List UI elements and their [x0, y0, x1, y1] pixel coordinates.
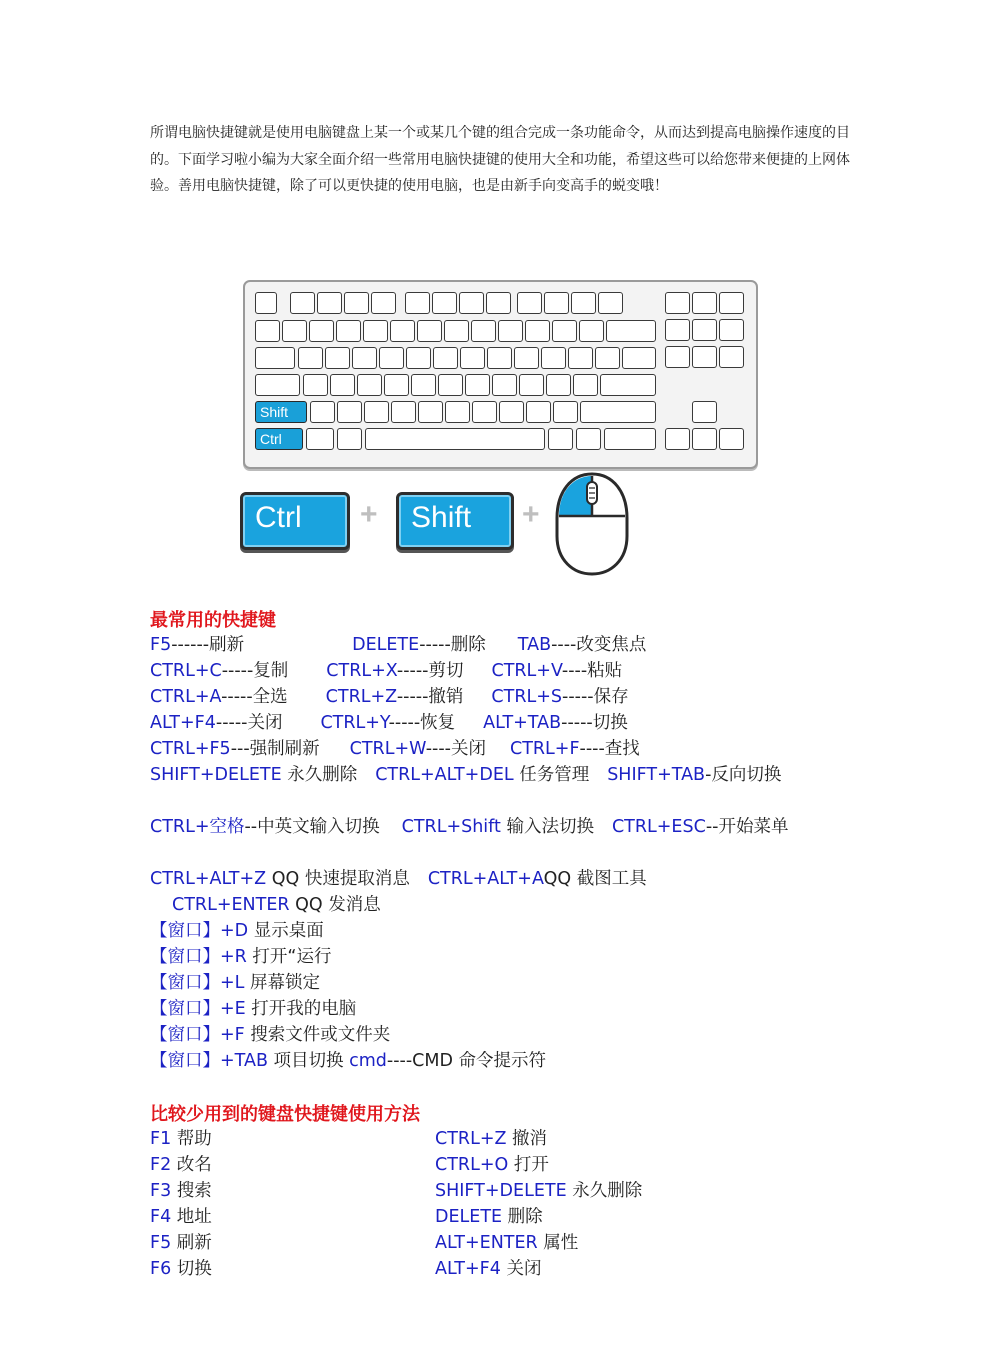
shortcut-key: CTRL+C [150, 661, 222, 681]
keyboard-key [391, 401, 416, 423]
shortcut-key: SHIFT+TAB [607, 765, 706, 785]
shortcut-key: ALT+ENTER [435, 1233, 538, 1253]
keyboard-key [459, 292, 484, 314]
keyboard-key [606, 320, 656, 342]
keyboard-key [514, 347, 539, 369]
shortcut-desc: 搜索文件或文件夹 [244, 1025, 391, 1045]
shortcut-key: ALT+F4 [435, 1259, 501, 1279]
keyboard-key [364, 401, 389, 423]
keyboard-key [432, 292, 457, 314]
shortcut-desc: -----撤销 [396, 687, 464, 707]
shortcut-desc: 属性 [537, 1233, 579, 1253]
keyboard-key [719, 292, 744, 314]
window-shortcut-line [150, 996, 840, 1022]
keyboard-key [290, 292, 315, 314]
keyboard-key [465, 374, 490, 396]
keyboard-key [363, 320, 388, 342]
shortcut-key: CTRL+A [150, 687, 222, 707]
shortcut-key: SHIFT+DELETE [150, 765, 282, 785]
shortcut-desc: 撤消 [506, 1129, 548, 1149]
keyboard-key [665, 292, 690, 314]
keyboard-key [384, 374, 409, 396]
shortcut-desc: -----全选 [221, 687, 288, 707]
keyboard-key [310, 401, 335, 423]
keyboard-key [460, 347, 485, 369]
shortcut-desc: 搜索 [171, 1181, 212, 1201]
keyboard-key [665, 346, 690, 368]
keyboard-key [692, 346, 717, 368]
shortcut-desc: ----改变焦点 [551, 635, 647, 655]
shortcut-line [150, 658, 840, 684]
keyboard-key [692, 292, 717, 314]
shortcut-key: CTRL+V [491, 661, 562, 681]
keyboard-key [472, 401, 497, 423]
keyboard-key [492, 374, 517, 396]
keyboard-key [406, 347, 431, 369]
keyboard-key [573, 374, 598, 396]
keyboard-key [719, 346, 744, 368]
keyboard-key [600, 374, 656, 396]
window-shortcut-line [150, 944, 840, 970]
shortcut-key: CTRL+F [509, 739, 580, 759]
keyboard-key [325, 347, 350, 369]
space-bar [365, 428, 545, 450]
left-shortcut-row [150, 1204, 212, 1230]
shift-key: Shift [255, 401, 307, 423]
shortcut-desc: 打开“运行 [246, 947, 332, 967]
keyboard-key [499, 401, 524, 423]
keyboard-key [418, 401, 443, 423]
shortcut-key: DELETE [352, 635, 420, 655]
ctrl-key-graphic: Ctrl [240, 492, 350, 550]
left-shortcut-row [150, 1256, 212, 1282]
shortcut-key: TAB [517, 635, 552, 655]
shortcut-desc: -----恢复 [388, 713, 456, 733]
keyboard-illustration [243, 280, 758, 469]
shortcut-desc: 地址 [171, 1207, 212, 1227]
window-shortcut-line [150, 918, 840, 944]
shortcut-desc: ----CMD 命令提示符 [386, 1051, 547, 1071]
shortcut-key: SHIFT+DELETE [435, 1181, 567, 1201]
shortcut-line [150, 684, 840, 710]
plus-sign-2: + [522, 498, 540, 531]
shortcut-desc: 显示桌面 [248, 921, 324, 941]
keyboard-key [571, 292, 596, 314]
shortcut-desc: ----关闭 [425, 739, 486, 759]
shortcut-line [150, 814, 840, 840]
section-heading-common: 最常用的快捷键 [150, 610, 276, 631]
shortcut-desc: --开始菜单 [705, 817, 789, 837]
intro-paragraph: 所谓电脑快捷键就是使用电脑键盘上某一个或某几个键的组合完成一条功能命令，从而达到提高电脑操作速度的目的。下面学习啦小编为大家全面介绍一些常用电脑快捷键的使用大全和功能，希望这些可以给您带来便捷的上网体验。善用电脑快捷键，除了可以更快捷的使用电脑，也是由新手向变高手的蜕变哦！ [150, 125, 850, 194]
keyboard-key [568, 347, 593, 369]
shortcut-key: CTRL+ALT+A [427, 869, 544, 889]
shift-key-graphic: Shift [396, 492, 514, 550]
left-shortcut-row [150, 1126, 212, 1152]
shortcut-key: CTRL+O [435, 1155, 509, 1175]
shortcut-key: F5 [150, 1233, 172, 1253]
shortcut-key: ALT+TAB [483, 713, 562, 733]
keyboard-key [576, 428, 601, 450]
plus-sign: + [360, 498, 378, 531]
keyboard-key [282, 320, 307, 342]
shortcut-desc: 永久删除 [566, 1181, 643, 1201]
keyboard-key [517, 292, 542, 314]
keyboard-key [317, 292, 342, 314]
shortcut-desc: -----删除 [419, 635, 486, 655]
keyboard-key [405, 292, 430, 314]
keyboard-key [665, 428, 690, 450]
keyboard-key [390, 320, 415, 342]
shortcut-desc: -反向切换 [705, 765, 782, 785]
keyboard-key [526, 401, 551, 423]
keyboard-key [692, 428, 717, 450]
left-shortcut-row [150, 1152, 212, 1178]
left-shortcut-row [150, 1178, 212, 1204]
shortcut-key: CTRL+空格 [150, 817, 245, 837]
shortcut-key: CTRL+F5 [150, 739, 231, 759]
keyboard-key [344, 292, 369, 314]
keyboard-key [438, 374, 463, 396]
shortcut-desc: 刷新 [171, 1233, 212, 1253]
keyboard-key [552, 320, 577, 342]
right-shortcut-row [435, 1230, 578, 1256]
keyboard-key [357, 374, 382, 396]
shortcut-desc: 打开我的电脑 [245, 999, 357, 1019]
keyboard-key [306, 428, 334, 450]
right-shortcut-row [435, 1204, 543, 1230]
shortcut-key: 【窗口】+L [150, 973, 245, 993]
keyboard-key [546, 374, 571, 396]
right-shortcut-row [435, 1178, 642, 1204]
shortcut-desc: QQ 发消息 [289, 895, 381, 915]
shortcut-desc: -----保存 [562, 687, 629, 707]
keyboard-key [255, 374, 300, 396]
shortcut-line [150, 632, 840, 658]
keyboard-key [692, 401, 717, 423]
keyboard-key [604, 428, 656, 450]
shortcut-key: 【窗口】+D [150, 921, 249, 941]
shortcut-key: 【窗口】+R [150, 947, 247, 967]
keyboard-key [330, 374, 355, 396]
shortcut-desc: ----粘贴 [561, 661, 623, 681]
shortcut-key: DELETE [435, 1207, 503, 1227]
keyboard-key [498, 320, 523, 342]
shortcut-desc: 改名 [171, 1155, 212, 1175]
shortcut-desc: 删除 [502, 1207, 543, 1227]
keyboard-key [544, 292, 569, 314]
keyboard-key [486, 292, 511, 314]
shortcut-key: F1 [150, 1129, 172, 1149]
window-shortcut-line [150, 970, 840, 996]
shortcut-key: CTRL+X [326, 661, 397, 681]
keyboard-key [303, 374, 328, 396]
shortcut-key: CTRL+S [491, 687, 562, 707]
keyboard-key [444, 320, 469, 342]
shortcut-desc: 打开 [508, 1155, 549, 1175]
shortcut-key: F2 [150, 1155, 172, 1175]
keyboard-key [692, 319, 717, 341]
keyboard-key [445, 401, 470, 423]
shortcut-desc: ---强制刷新 [230, 739, 320, 759]
keyboard-key [411, 374, 436, 396]
shortcut-desc: QQ 快速提取消息 [266, 869, 410, 889]
shortcut-key: F5 [150, 635, 172, 655]
shortcut-desc: 项目切换 [267, 1051, 350, 1071]
shortcut-key: CTRL+W [349, 739, 426, 759]
keyboard-key [309, 320, 334, 342]
keyboard-key [719, 319, 744, 341]
keyboard-key [598, 292, 623, 314]
shortcut-key: CTRL+Z [325, 687, 397, 707]
keyboard-key [553, 401, 578, 423]
keyboard-key [719, 428, 744, 450]
keyboard-key [337, 401, 362, 423]
shortcut-desc: -----切换 [561, 713, 628, 733]
right-shortcut-row [435, 1256, 541, 1282]
shortcut-key: F3 [150, 1181, 172, 1201]
right-shortcut-row [435, 1152, 549, 1178]
keyboard-key [519, 374, 544, 396]
keyboard-key [255, 347, 295, 369]
shortcut-key: CTRL+Y [320, 713, 389, 733]
ctrl-key: Ctrl [255, 428, 303, 450]
shortcut-key: CTRL+Z [435, 1129, 507, 1149]
shortcut-key: CTRL+ENTER [172, 895, 290, 915]
keyboard-key [541, 347, 566, 369]
left-shortcut-row [150, 1230, 212, 1256]
shortcut-key: 【窗口】+F [150, 1025, 245, 1045]
shortcut-desc: --中英文输入切换 [244, 817, 380, 837]
keyboard-key [371, 292, 396, 314]
keyboard-key [487, 347, 512, 369]
shortcut-desc: 屏幕锁定 [244, 973, 320, 993]
shortcut-key: F6 [150, 1259, 172, 1279]
shortcut-key: CTRL+ESC [611, 817, 706, 837]
section-heading-rare: 比较少用到的键盘快捷键使用方法 [150, 1104, 420, 1125]
keyboard-key [352, 347, 377, 369]
shortcut-desc: 关闭 [500, 1259, 542, 1279]
shortcut-key: cmd [349, 1051, 387, 1071]
shortcut-key: CTRL+ALT+DEL [375, 765, 514, 785]
mouse-icon [553, 470, 631, 578]
shortcut-key: F4 [150, 1207, 172, 1227]
keyboard-key [433, 347, 458, 369]
shortcut-line [150, 866, 840, 892]
shortcut-desc: 切换 [171, 1259, 212, 1279]
keyboard-key [336, 320, 361, 342]
shortcut-line [150, 736, 840, 762]
keyboard-key [665, 319, 690, 341]
shortcut-desc: ----查找 [579, 739, 640, 759]
shortcut-key: 【窗口】+E [150, 999, 246, 1019]
keyboard-key [548, 428, 573, 450]
window-shortcut-line [150, 1022, 840, 1048]
keyboard-key [417, 320, 442, 342]
keyboard-key [298, 347, 323, 369]
shortcut-desc: QQ 截图工具 [543, 869, 647, 889]
shortcut-line [172, 892, 862, 918]
shortcut-key: 【窗口】+TAB [150, 1051, 268, 1071]
keyboard-key [379, 347, 404, 369]
shortcut-desc: 任务管理 [513, 765, 590, 785]
keyboard-key [255, 320, 280, 342]
right-shortcut-row [435, 1126, 547, 1152]
keyboard-key [471, 320, 496, 342]
shortcut-line [150, 710, 840, 736]
shortcut-key: CTRL+ALT+Z [150, 869, 267, 889]
shortcut-key: CTRL+Shift [401, 817, 501, 837]
keyboard-key [579, 320, 604, 342]
shortcut-desc: 帮助 [171, 1129, 212, 1149]
keyboard-key [580, 401, 656, 423]
keyboard-key [255, 292, 277, 314]
shortcut-desc: 永久删除 [281, 765, 358, 785]
shortcut-desc: -----剪切 [396, 661, 464, 681]
keyboard-key [337, 428, 362, 450]
shortcut-desc: -----关闭 [215, 713, 283, 733]
shortcut-desc: ------刷新 [171, 635, 245, 655]
shortcut-key: ALT+F4 [150, 713, 216, 733]
shortcut-line [150, 1048, 840, 1074]
keyboard-key [525, 320, 550, 342]
keyboard-key [595, 347, 620, 369]
keyboard-key [622, 347, 656, 369]
shortcut-desc: -----复制 [221, 661, 289, 681]
shortcut-line [150, 762, 840, 788]
shortcut-desc: 输入法切换 [500, 817, 594, 837]
